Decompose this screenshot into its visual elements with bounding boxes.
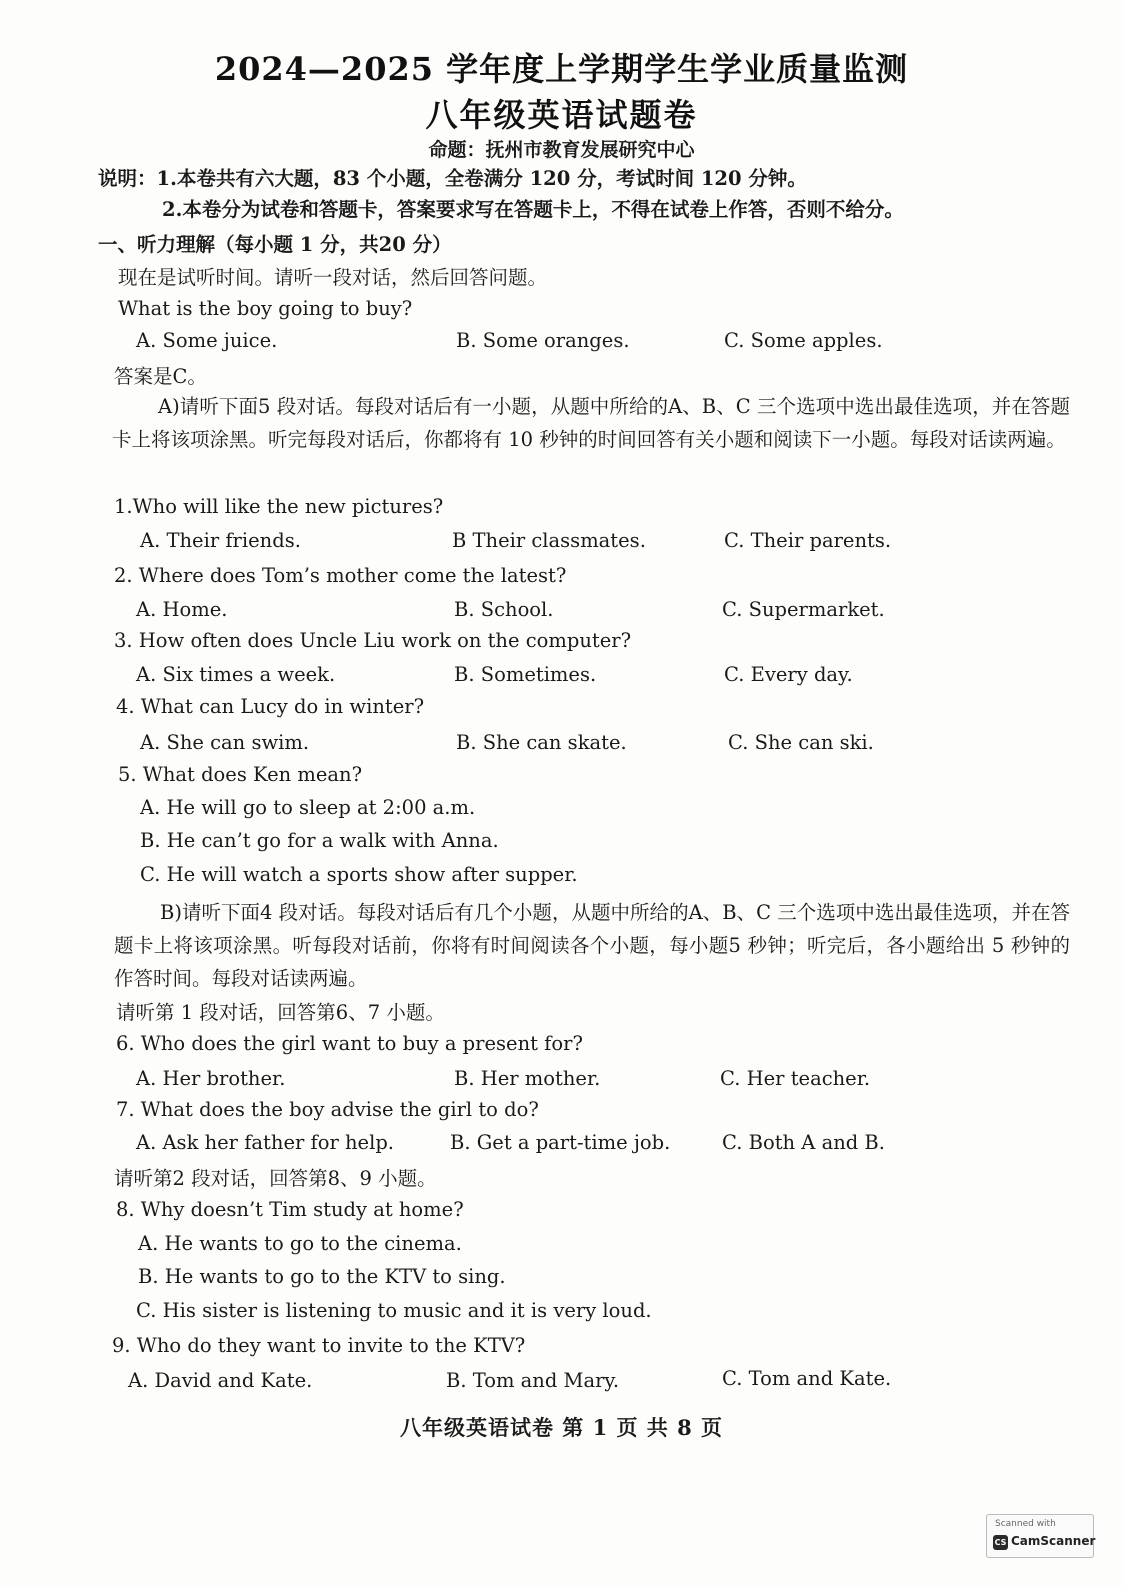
q9-option-a: A. David and Kate. — [128, 1369, 313, 1392]
camscanner-badge — [986, 1514, 1094, 1558]
trial-question: What is the boy going to buy? — [118, 297, 413, 320]
q1-option-b: B Their classmates. — [452, 529, 646, 552]
trial-option-a: A. Some juice. — [136, 329, 278, 352]
badge-name: CamScanner — [1011, 1534, 1096, 1548]
exam-title: 2024—2025 学年度上学期学生学业质量监测 — [214, 50, 909, 88]
question-4: 4. What can Lucy do in winter? — [116, 695, 425, 718]
question-7: 7. What does the boy advise the girl to do? — [116, 1098, 539, 1121]
q4-option-a: A. She can swim. — [140, 731, 310, 754]
page-footer: 八年级英语试卷 第 1 页 共 8 页 — [399, 1415, 724, 1440]
dialog-2-intro: 请听第2 段对话，回答第8、9 小题。 — [114, 1167, 437, 1190]
question-3: 3. How often does Uncle Liu work on the computer? — [114, 629, 632, 652]
q1-option-c: C. Their parents. — [724, 529, 892, 552]
part-a-instructions: A)请听下面5 段对话。每段对话后有一小题，从题中所给的A、B、C 三个选项中选出最佳选项，并在答题卡上将该项涂黑。听完每段对话后，你都将有 10 秒钟的时间回答有关小题和阅读下一小题。每段对话读两遍。 — [112, 395, 1070, 451]
q8-option-a: A. He wants to go to the cinema. — [138, 1232, 462, 1255]
q2-option-a: A. Home. — [136, 598, 228, 621]
question-5: 5. What does Ken mean? — [118, 763, 363, 786]
q6-option-a: A. Her brother. — [136, 1067, 286, 1090]
trial-answer: 答案是C。 — [114, 365, 207, 388]
note-line-2: 2.本卷分为试卷和答题卡，答案要求写在答题卡上，不得在试卷上作答，否则不给分。 — [162, 198, 904, 221]
q7-option-c: C. Both A and B. — [722, 1131, 885, 1154]
exam-author: 命题：抚州市教育发展研究中心 — [428, 139, 695, 161]
q3-option-c: C. Every day. — [724, 663, 853, 686]
q6-option-b: B. Her mother. — [454, 1067, 601, 1090]
camscanner-logo-icon: CS — [993, 1535, 1008, 1550]
q4-option-b: B. She can skate. — [456, 731, 627, 754]
part-b-instructions: B)请听下面4 段对话。每段对话后有几个小题，从题中所给的A、B、C 三个选项中选出最佳选项，并在答题卡上将该项涂黑。听每段对话前，你将有时间阅读各个小题，每小题5 秒钟；听完后，各小题给出 5 秒钟的作答时间。每段对话读两遍。 — [114, 901, 1070, 990]
q7-option-a: A. Ask her father for help. — [136, 1131, 394, 1154]
question-6: 6. Who does the girl want to buy a present for? — [116, 1032, 583, 1055]
q6-option-c: C. Her teacher. — [720, 1067, 871, 1090]
q7-option-b: B. Get a part-time job. — [450, 1131, 671, 1154]
q1-option-a: A. Their friends. — [140, 529, 301, 552]
question-8: 8. Why doesn’t Tim study at home? — [116, 1198, 464, 1221]
q9-option-b: B. Tom and Mary. — [446, 1369, 620, 1392]
question-9: 9. Who do they want to invite to the KTV? — [112, 1334, 526, 1357]
q5-option-c: C. He will watch a sports show after supper. — [140, 863, 578, 886]
trial-option-b: B. Some oranges. — [456, 329, 630, 352]
q2-option-b: B. School. — [454, 598, 554, 621]
trial-option-c: C. Some apples. — [724, 329, 883, 352]
q4-option-c: C. She can ski. — [728, 731, 874, 754]
q5-option-a: A. He will go to sleep at 2:00 a.m. — [140, 796, 476, 819]
badge-caption: Scanned with — [995, 1519, 1056, 1529]
note-line-1: 说明：1.本卷共有六大题，83 个小题，全卷满分 120 分，考试时间 120 分钟。 — [98, 167, 807, 190]
trial-intro: 现在是试听时间。请听一段对话，然后回答问题。 — [118, 266, 548, 289]
q3-option-b: B. Sometimes. — [454, 663, 597, 686]
q8-option-b: B. He wants to go to the KTV to sing. — [138, 1265, 506, 1288]
q9-option-c: C. Tom and Kate. — [722, 1367, 892, 1390]
question-1: 1.Who will like the new pictures? — [114, 495, 444, 518]
q2-option-c: C. Supermarket. — [722, 598, 885, 621]
q3-option-a: A. Six times a week. — [136, 663, 336, 686]
dialog-1-intro: 请听第 1 段对话，回答第6、7 小题。 — [116, 1001, 445, 1024]
q5-option-b: B. He can’t go for a walk with Anna. — [140, 829, 499, 852]
q8-option-c: C. His sister is listening to music and it is very loud. — [136, 1299, 652, 1322]
question-2: 2. Where does Tom’s mother come the latest? — [114, 564, 567, 587]
section-heading: 一、听力理解（每小题 1 分，共20 分） — [98, 233, 452, 256]
exam-subtitle: 八年级英语试题卷 — [425, 96, 698, 134]
